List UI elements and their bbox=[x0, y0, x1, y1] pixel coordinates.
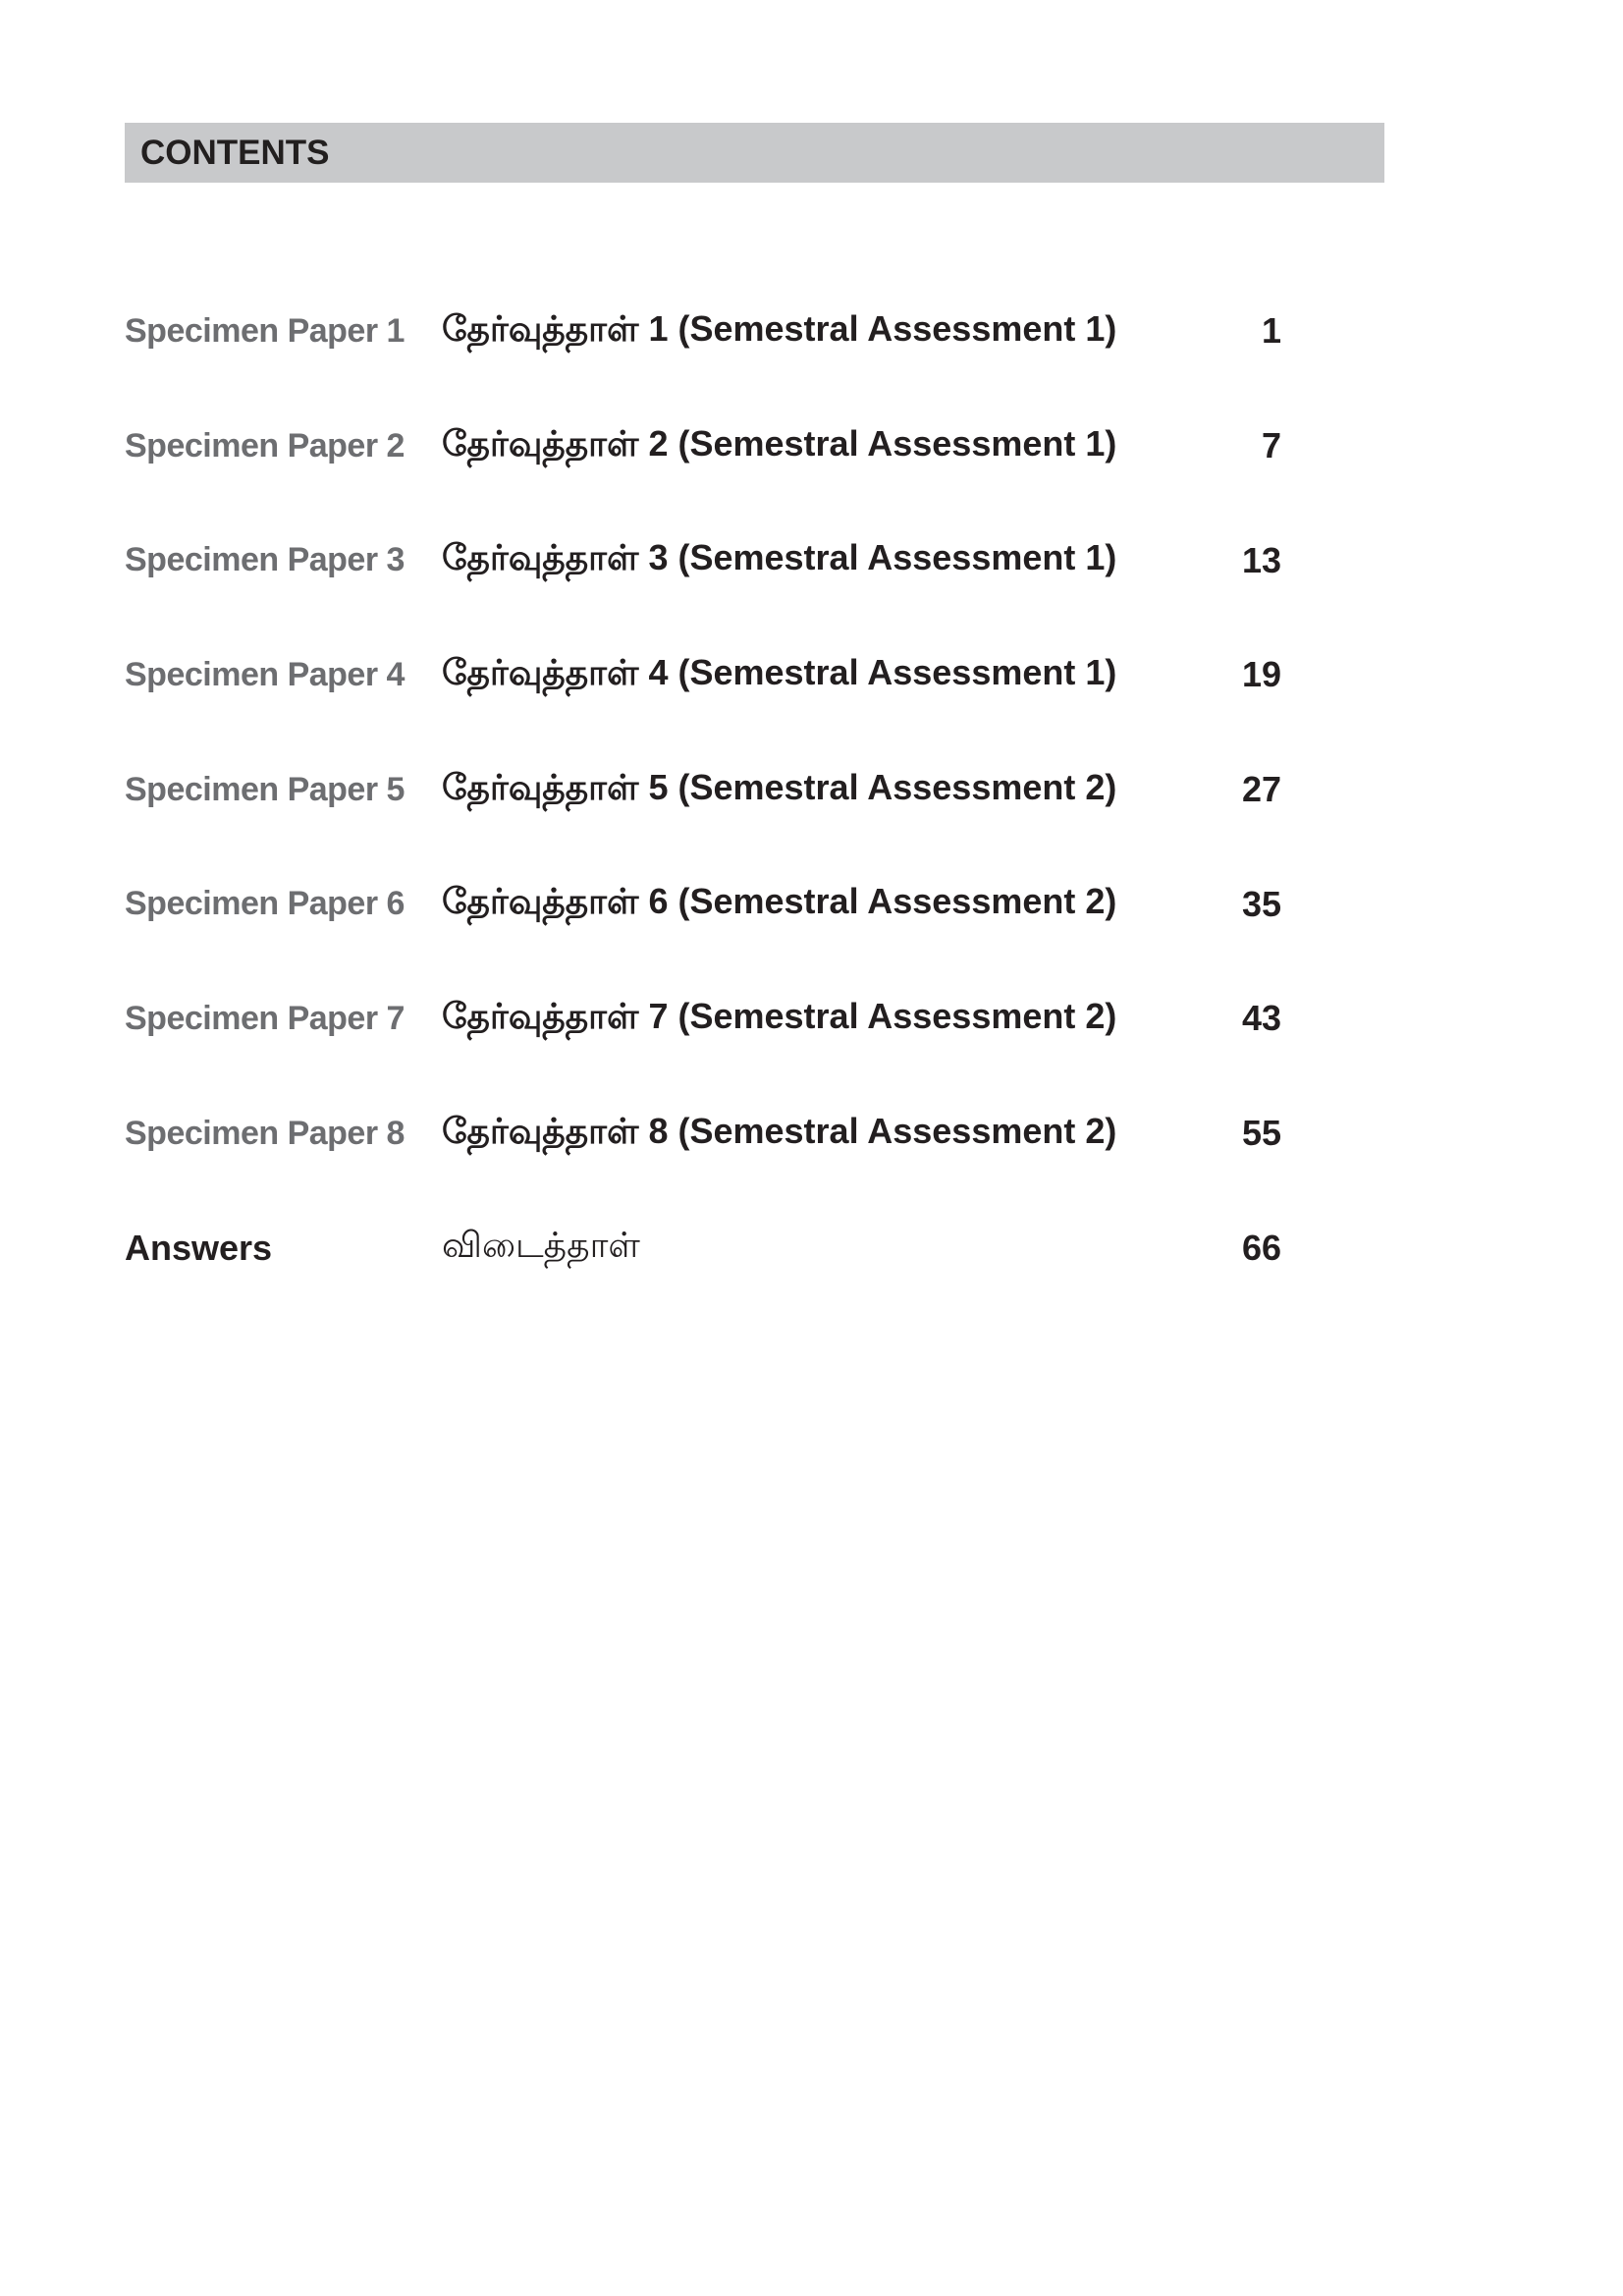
contents-header-bar bbox=[125, 123, 1384, 183]
toc-row-page-number: 66 bbox=[1241, 1227, 1281, 1268]
toc-row-page-number: 1 bbox=[1261, 310, 1281, 352]
toc-row bbox=[125, 389, 1281, 504]
toc-row-page-number: 43 bbox=[1241, 998, 1281, 1039]
toc-row-label: Specimen Paper 6 bbox=[125, 885, 405, 923]
toc-row-label: Specimen Paper 3 bbox=[125, 541, 405, 579]
toc-row-page-number: 27 bbox=[1241, 769, 1281, 810]
toc-row bbox=[125, 1076, 1281, 1191]
toc-row-label: Specimen Paper 4 bbox=[125, 655, 405, 693]
toc-row-label: Answers bbox=[125, 1227, 273, 1268]
toc-row-title: தேர்வுத்தாள் 5 (Semestral Assessment 2) bbox=[442, 766, 1117, 807]
toc-row bbox=[125, 1191, 1281, 1306]
toc-row-label: Specimen Paper 8 bbox=[125, 1114, 405, 1152]
toc-row-title: தேர்வுத்தாள் 6 (Semestral Assessment 2) bbox=[442, 881, 1117, 922]
table-of-contents bbox=[125, 274, 1281, 1305]
toc-row-page-number: 55 bbox=[1241, 1113, 1281, 1154]
toc-row bbox=[125, 847, 1281, 961]
toc-row-page-number: 13 bbox=[1241, 539, 1281, 580]
toc-row bbox=[125, 503, 1281, 618]
toc-row bbox=[125, 618, 1281, 733]
toc-row-title: தேர்வுத்தாள் 1 (Semestral Assessment 1) bbox=[442, 307, 1117, 349]
toc-row-label: Specimen Paper 1 bbox=[125, 311, 405, 350]
toc-row-title: தேர்வுத்தாள் 4 (Semestral Assessment 1) bbox=[442, 651, 1117, 692]
toc-row-label: Specimen Paper 2 bbox=[125, 426, 405, 465]
toc-row-label: Specimen Paper 7 bbox=[125, 999, 405, 1037]
toc-row bbox=[125, 274, 1281, 389]
toc-row-title: விடைத்தாள் bbox=[442, 1225, 640, 1266]
toc-row-title: தேர்வுத்தாள் 7 (Semestral Assessment 2) bbox=[442, 995, 1117, 1036]
toc-row-title: தேர்வுத்தாள் 2 (Semestral Assessment 1) bbox=[442, 422, 1117, 464]
toc-row bbox=[125, 733, 1281, 847]
toc-row-title: தேர்வுத்தாள் 3 (Semestral Assessment 1) bbox=[442, 537, 1117, 578]
toc-row bbox=[125, 961, 1281, 1076]
toc-row-page-number: 19 bbox=[1241, 654, 1281, 695]
contents-heading: CONTENTS bbox=[140, 133, 330, 172]
toc-row-title: தேர்வுத்தாள் 8 (Semestral Assessment 2) bbox=[442, 1110, 1117, 1151]
toc-row-page-number: 7 bbox=[1261, 425, 1281, 466]
toc-row-page-number: 35 bbox=[1241, 883, 1281, 924]
toc-row-label: Specimen Paper 5 bbox=[125, 770, 405, 808]
